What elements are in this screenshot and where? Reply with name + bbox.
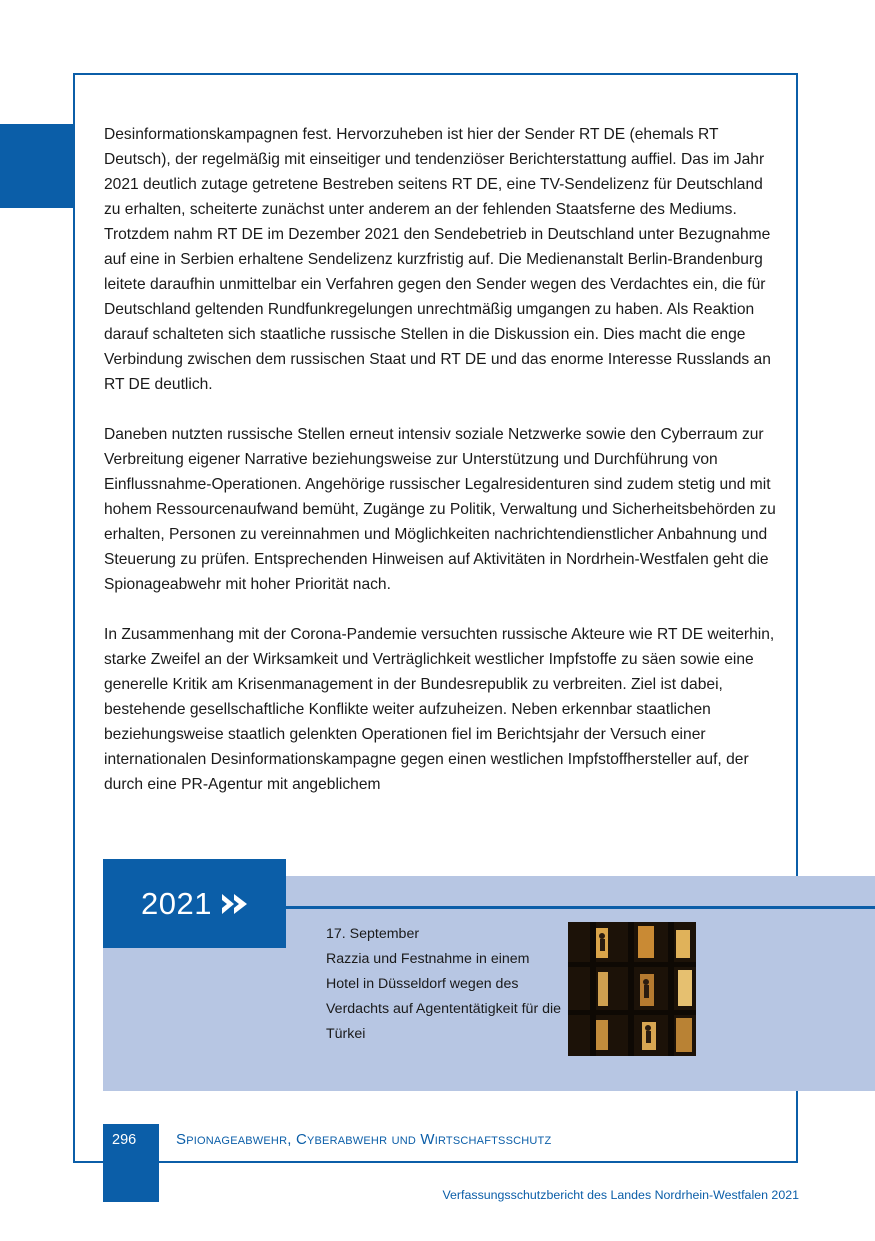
publication-footer: Verfassungsschutzbericht des Landes Nordrhein-Westfalen 2021 [442,1188,799,1202]
section-title: Spionageabwehr, Cyberabwehr und Wirtschaftsschutz [176,1131,552,1148]
timeline-event [326,922,562,1047]
body-text [104,122,779,797]
event-photo [568,922,696,1056]
paragraph-2: Daneben nutzten russische Stellen erneut intensiv soziale Netzwerke sowie den Cyberraum zur Verbreitung eigener Narrative beziehungsweise zur Unterstützung und Durchführung von Einflussnahme-Operationen. Angehörige russischer Legalresidenturen sind zudem stetig und mit hohem Ressourcenaufwand bemüht, Zugänge zu Politik, Verwaltung und Sicherheitsbehörden zu erhalten, Personen zu vereinnahmen und Möglichkeiten nachrichtendienstlicher Anbahnung und Steuerung zu prüfen. Entsprechenden Hinweisen auf Aktivitäten in Nordrhein-Westfalen geht die Spionageabwehr mit hoher Priorität nach. [104,426,776,593]
paragraph-1: Desinformationskampagnen fest. Hervorzuheben ist hier der Sender RT DE (ehemals RT Deutsch), der regelmäßig mit einseitiger und tendenziöser Berichterstattung auffiel. Das im Jahr 2021 deutlich zutage getretene Bestreben seitens RT DE, eine TV-Sendelizenz für Deutschland zu erhalten, scheiterte zunächst unter anderem an der fehlenden Staatsferne des Mediums. Trotzdem nahm RT DE im Dezember 2021 den Sendebetrieb in Deutschland unter Bezugnahme auf eine in Serbien erhaltene Sendelizenz kurzfristig auf. Die Medienanstalt Berlin-Brandenburg leitete daraufhin unmittelbar ein Verfahren gegen den Sender wegen des Verdachtes ein, die für Deutschland geltenden Rundfunkregelungen unrechtmäßig umgangen zu haben. Als Reaktion darauf schalteten sich staatliche russische Stellen in die Diskussion ein. Dies macht die enge Verbindung zwischen dem russischen Staat und RT DE und das enorme Interesse Russlands an RT DE deutlich. [104,126,771,393]
event-description: Razzia und Festnahme in einem Hotel in Düsseldorf wegen des Verdachts auf Agententätigkeit für die Türkei [326,951,562,1042]
double-chevron-right-icon [222,893,248,915]
paragraph-3: In Zusammenhang mit der Corona-Pandemie versuchten russische Akteure wie RT DE weiterhin, starke Zweifel an der Wirksamkeit und Verträglichkeit westlicher Impfstoffe zu säen sowie eine generelle Kritik am Krisenmanagement in der Bundesrepublik zu verbreiten. Ziel ist dabei, bestehende gesellschaftliche Konflikte weiter aufzuheizen. Neben erkennbar staatlichen beziehungsweise staatlich gelenkten Operationen fiel im Berichtsjahr der Versuch einer internationalen Desinformationskampagne gegen einen westlichen Impfstoffhersteller auf, der durch eine PR-Agentur mit angeblichem [104,626,775,793]
page-number: 296 [103,1124,159,1202]
side-marker-tab [0,124,74,208]
timeline-year-box [103,859,286,948]
timeline-year: 2021 [141,885,212,921]
timeline-line [286,906,875,909]
event-date: 17. September [326,926,420,942]
